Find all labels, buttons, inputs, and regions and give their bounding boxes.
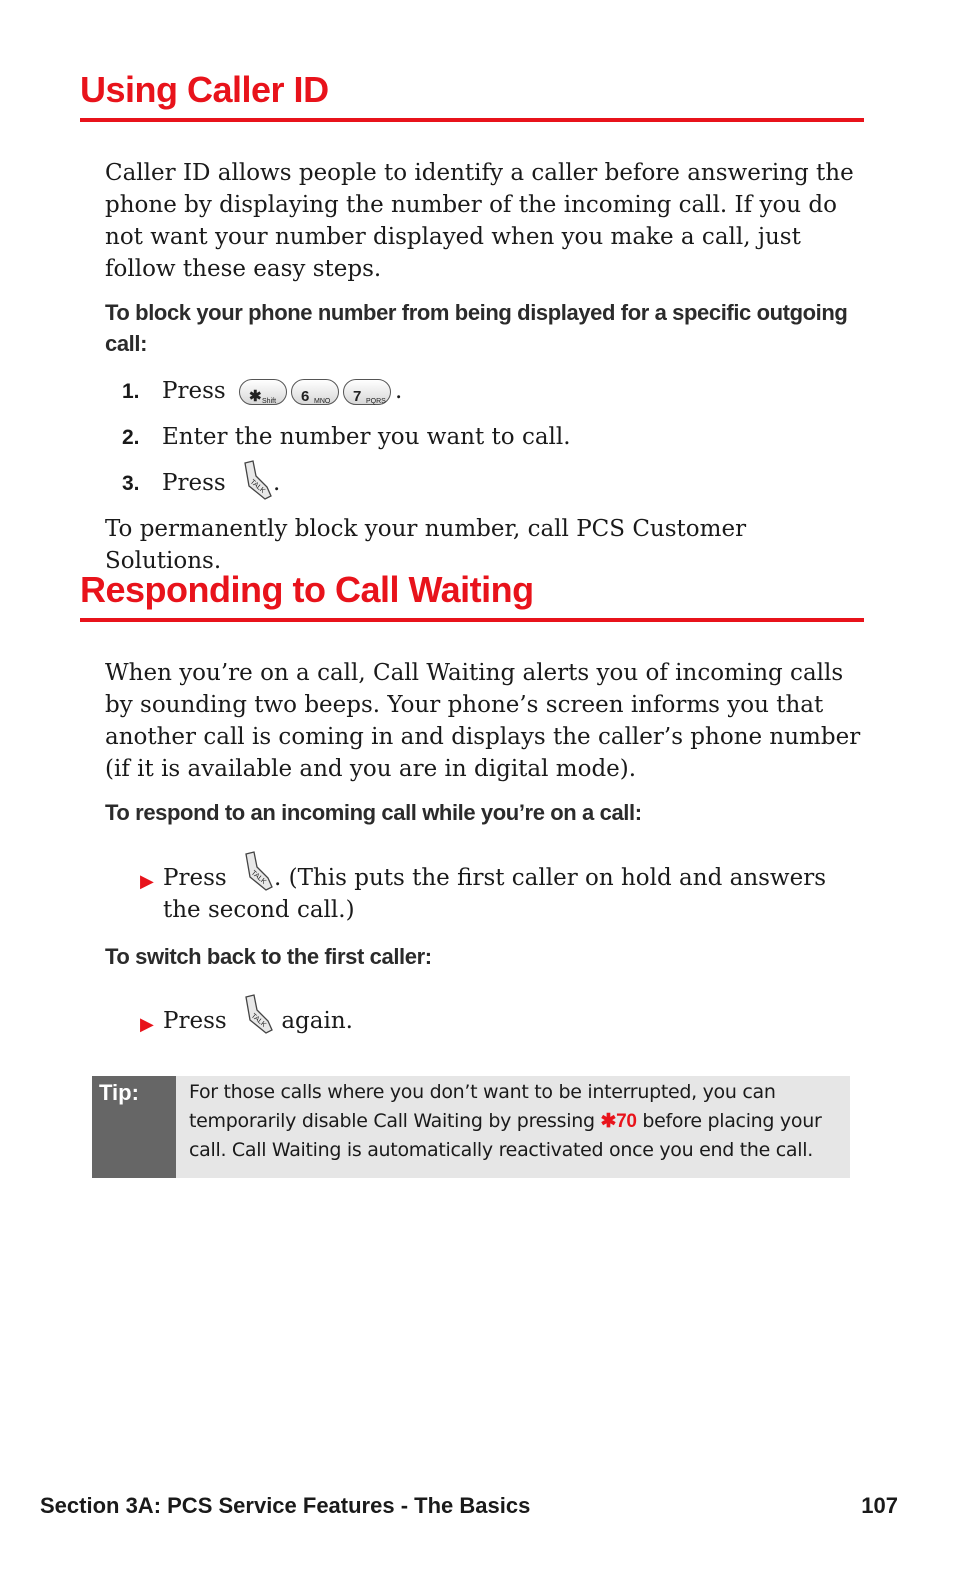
- talk-key-icon: [240, 851, 274, 891]
- talk-key-icon: [239, 460, 273, 500]
- step-text: Press: [162, 378, 226, 404]
- svg-text:TALK: TALK: [248, 478, 267, 495]
- switch-back-bullet: [140, 1005, 850, 1037]
- page-number: 107: [861, 1493, 898, 1518]
- step-suffix: .: [273, 470, 281, 496]
- step-text: Enter the number you want to call.: [162, 424, 571, 450]
- step-number: 1.: [122, 380, 140, 403]
- step-number: 2.: [122, 426, 140, 449]
- six-mno-key-icon: 6 MNO: [291, 379, 339, 405]
- call-waiting-intro: When you’re on a call, Call Waiting alerts you of incoming calls by sounding two beeps. Your phone’s screen informs you that another call is coming in and displays the caller’s phone number (if it is available and you are in digital mode).: [105, 660, 861, 782]
- talk-key-icon: [240, 994, 274, 1034]
- switch-back-subheading: To switch back to the first caller:: [105, 944, 432, 969]
- footer-section-title: Section 3A: PCS Service Features - The Basics: [40, 1493, 531, 1518]
- step-2: [122, 421, 862, 454]
- seven-pqrs-key-icon: 7 PQRS: [343, 379, 391, 405]
- tip-label: Tip:: [92, 1076, 176, 1178]
- step-1: [122, 375, 862, 408]
- star-shift-key-icon: ✱ Shift: [239, 379, 287, 405]
- respond-bullet: [140, 862, 850, 926]
- step-number: 3.: [122, 472, 140, 495]
- permanent-block-note: To permanently block your number, call PCS Customer Solutions.: [105, 516, 747, 574]
- block-number-subheading: To block your phone number from being displayed for a specific outgoing call:: [105, 300, 848, 356]
- bullet-arrow-icon: ▶: [140, 871, 154, 892]
- step-3: [122, 467, 862, 500]
- tip-text: For those calls where you don’t want to be interrupted, you can temporarily disable Call Waiting by pressing ✱70 before placing your call. Call Waiting is automatically reactivated once you end the call.: [189, 1081, 822, 1161]
- svg-text:TALK: TALK: [249, 869, 268, 886]
- heading-using-caller-id: Using Caller ID: [80, 70, 864, 122]
- tip-box: [92, 1076, 850, 1178]
- star-70-code: ✱70: [600, 1111, 637, 1132]
- step-suffix: .: [395, 378, 403, 404]
- bullet-arrow-icon: ▶: [140, 1014, 154, 1035]
- heading-call-waiting: Responding to Call Waiting: [80, 570, 864, 622]
- bullet-text: Press TALK . (This puts the first caller on hold and answers the second call.): [163, 862, 850, 926]
- page-footer: [40, 1493, 898, 1519]
- step-text: Press: [162, 470, 226, 496]
- bullet-text: Press TALK again.: [163, 1005, 850, 1037]
- respond-subheading: To respond to an incoming call while you’re on a call:: [105, 800, 642, 825]
- caller-id-intro: Caller ID allows people to identify a caller before answering the phone by displaying the number of the incoming call. If you do not want your number displayed when you make a call, just follow these easy steps.: [105, 160, 854, 282]
- svg-text:TALK: TALK: [249, 1012, 268, 1029]
